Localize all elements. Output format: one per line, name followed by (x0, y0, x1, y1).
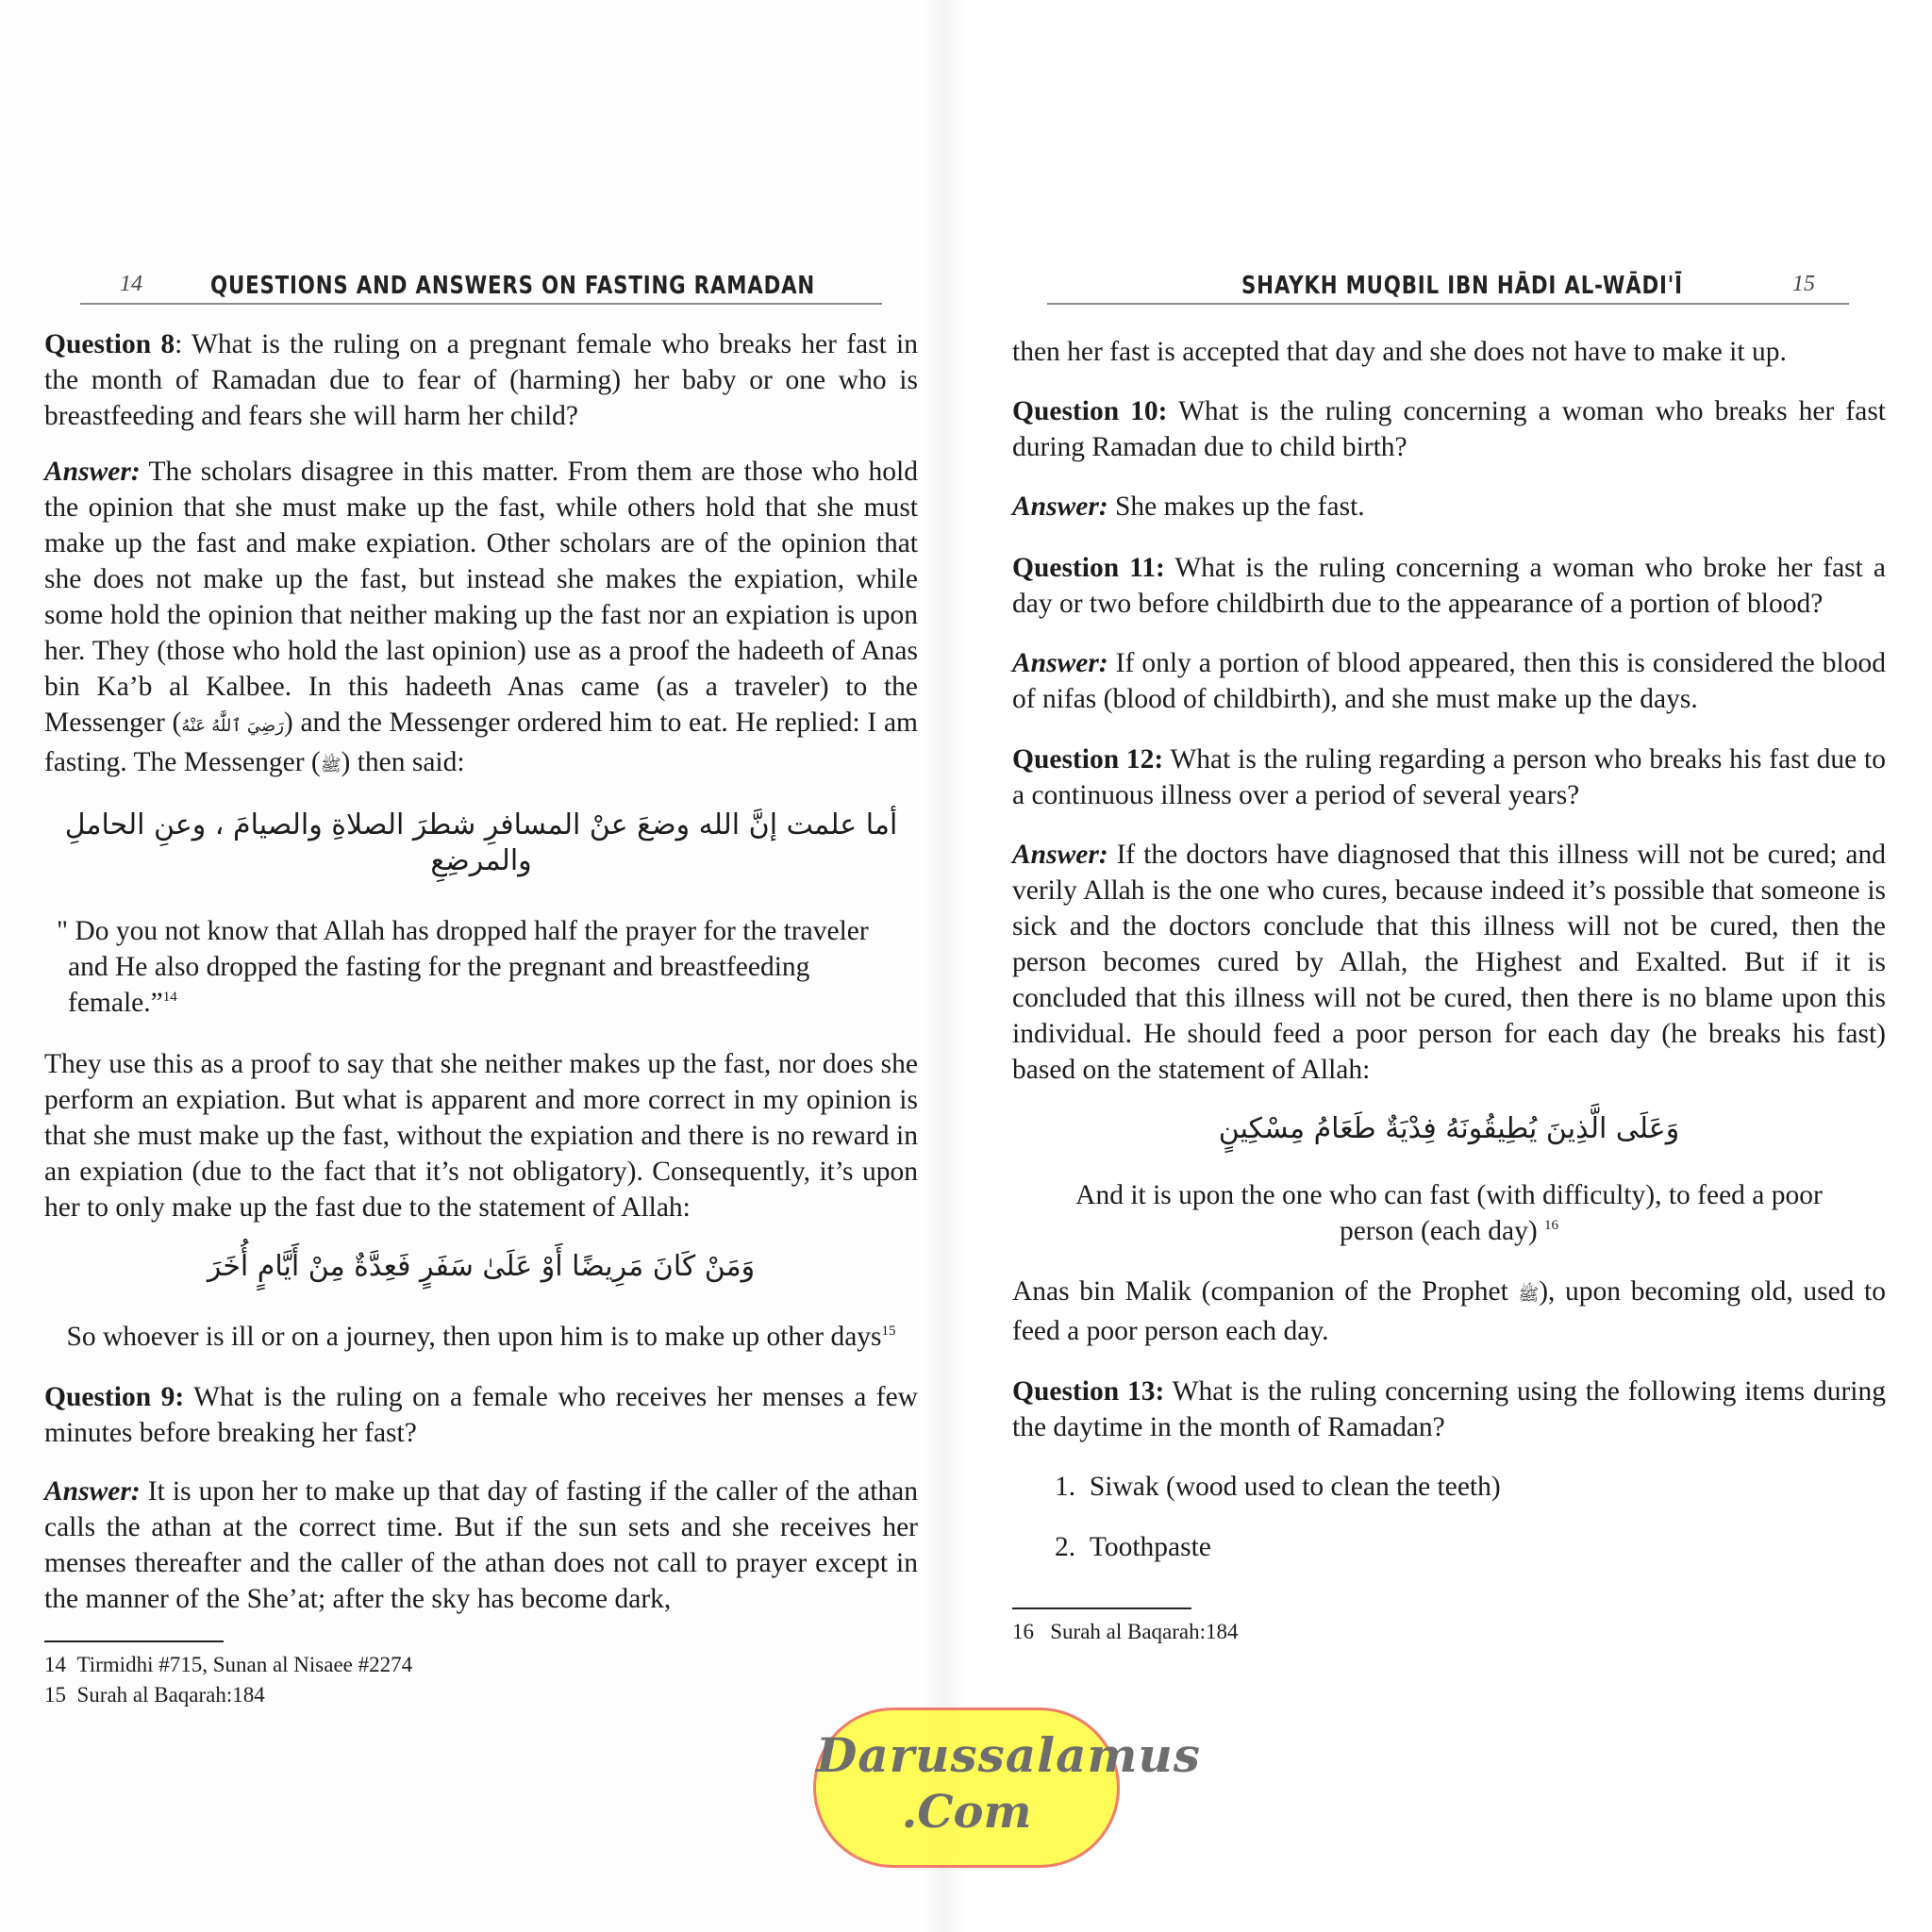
footnote-rule (1012, 1607, 1191, 1609)
book-gutter (920, 0, 967, 1932)
honorific-glyph: ﷺ (320, 756, 341, 775)
question-11: Question 11: What is the ruling concerning a woman who broke her fast a day or two before childbirth due to the appearance of a portion of blood? (1012, 553, 1886, 619)
anas-paragraph: Anas bin Malik (companion of the Prophet ﷺ), upon becoming old, used to feed a poor person each day. (1012, 1276, 1886, 1346)
answer-8: Answer: The scholars disagree in this matter. From them are those who hold the opinion that she must make up the fast, while others hold that she must make up the fast and make expiation. Other scholars are of the opinion that she does not make up the fast, but instead she makes the expiation, while some hold the opinion that neither making up the fast nor an expiation is upon her. They (those who hold the last opinion) use as a proof the hadeeth of Anas bin Ka’b al Kalbee. In this hadeeth Anas came (as a traveler) to the Messenger (رَضِيَ ٱللَّٰهُ عَنْهُ) and the Messenger ordered him to eat. He replied: I am fasting. The Messenger (ﷺ) then said: (44, 457, 919, 777)
question-9: Question 9: What is the ruling on a female who receives her menses a few minutes before breaking her fast? (44, 1382, 918, 1448)
header-rule (80, 303, 882, 305)
answer-11: Answer: If only a portion of blood appeared, then this is considered the blood of nifas (blood of childbirth), and she must make up the days. (1012, 648, 1886, 714)
footnote-rule (44, 1641, 224, 1642)
question-10: Question 10: What is the ruling concerning a woman who breaks her fast during Ramadan due to child birth? (1012, 396, 1886, 462)
page-number: 14 (120, 272, 142, 296)
header-rule (1047, 303, 1849, 305)
continuation-text: then her fast is accepted that day and she does not have to make it up. (1012, 337, 1787, 367)
right-page-content (1012, 334, 1886, 1647)
footnote: 14 Tirmidhi #715, Sunan al Nisaee #2274 (44, 1653, 413, 1676)
question-8: Question 8: What is the ruling on a pregnant female who breaks her fast in the month of Ramadan due to fear of (harming) her baby or one who is breastfeeding and fears she will harm her child? (44, 329, 918, 431)
verse-translation: And it is upon the one who can fast (with difficulty), to feed a poor person (each day) $^{16}$ (1075, 1180, 1823, 1246)
answer-10: Answer: She makes up the fast. (1012, 491, 1365, 522)
honorific-glyph: ﷺ (1518, 1285, 1540, 1305)
watermark-text: .Com (901, 1786, 1032, 1839)
footnote: 15 Surah al Baqarah:184 (44, 1683, 265, 1707)
left-page-content (44, 326, 918, 1710)
list-item: 2. Toothpaste (1055, 1532, 1211, 1562)
honorific-glyph: رَضِيَ ٱللَّٰهُ عَنْهُ (181, 716, 284, 736)
hadith-translation: " Do you not know that Allah has dropped half the prayer for the traveler and He also dropped the fasting for the pregnant and breastfeeding female.”$^{14}$ (57, 916, 869, 1018)
footnote: 16 Surah al Baqarah:184 (1012, 1620, 1239, 1643)
watermark-text: Darussalamus (816, 1727, 1201, 1783)
verse-translation: So whoever is ill or on a journey, then upon him is to make up other days$^{15}$ (66, 1322, 896, 1352)
arabic-verse: وَمَنْ كَانَ مَرِيضًا أَوْ عَلَىٰ سَفَرٍ فَعِدَّةٌ مِنْ أَيَّامٍ أُخَرَ (207, 1250, 756, 1283)
watermark (813, 1707, 1201, 1868)
arabic-hadith: أما علمت إنَّ الله وضعَ عنْ المسافرِ شطرَ الصلاةِ والصيامَ ، وعنِ الحاملِ والمرضِعِ (64, 808, 898, 877)
answer-9: Answer: It is upon her to make up that day of fasting if the caller of the athan calls the athan at the correct time. But if the sun sets and she receives her menses thereafter and the caller of the athan does not call to prayer except in the manner of the She’at; after the sky has become dark, (44, 1476, 918, 1614)
list-item: 1. Siwak (wood used to clean the teeth) (1055, 1472, 1501, 1502)
arabic-verse: وَعَلَى الَّذِينَ يُطِيقُونَهُ فِدْيَةٌ طَعَامُ مِسْكِينٍ (1218, 1112, 1680, 1145)
running-header: SHAYKH MUQBIL IBN HĀDI AL-WĀDI'Ī (1241, 272, 1683, 300)
explanation-paragraph: They use this as a proof to say that she neither makes up the fast, nor does she perform an expiation. But what is apparent and more correct in my opinion is that she must make up the fast, without the expiation and there is no reward in an expiation (due to the fact that it’s not obligatory). Consequently, it’s upon her to only make up the fast due to the statement of Allah: (44, 1049, 918, 1223)
question-13: Question 13: What is the ruling concerning using the following items during the daytime in the month of Ramadan? (1012, 1376, 1886, 1442)
question-12: Question 12: What is the ruling regarding a person who breaks his fast due to a continuous illness over a period of several years? (1012, 744, 1886, 810)
answer-12: Answer: If the doctors have diagnosed that this illness will not be cured; and verily Allah is the one who cures, because indeed it’s possible that someone is sick and the doctors conclude that this illness will not be cured, then the person becomes cured by Allah, the Highest and Exalted. But if it is concluded that this illness will not be cured, then there is no blame upon this individual. He should feed a poor person for each day (he breaks his fast) based on the statement of Allah: (1012, 840, 1886, 1085)
running-header: QUESTIONS AND ANSWERS ON FASTING RAMADAN (210, 272, 816, 300)
page-number: 15 (1792, 272, 1815, 296)
